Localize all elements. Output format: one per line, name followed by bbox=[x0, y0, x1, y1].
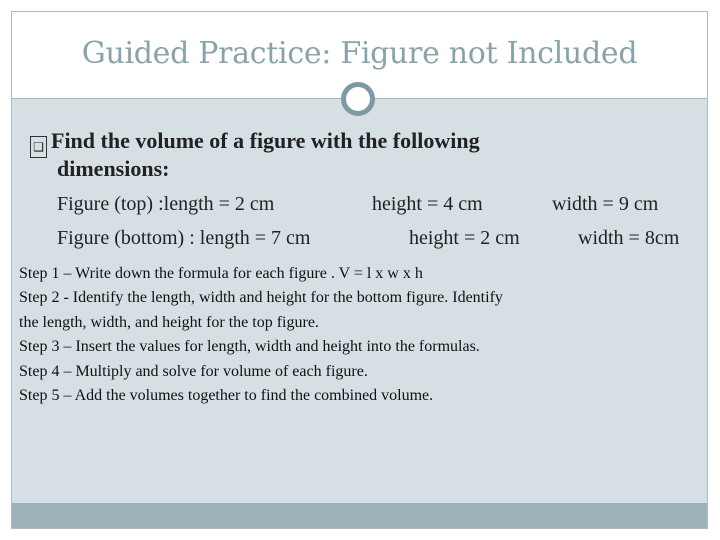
bullet-prompt bbox=[30, 128, 480, 158]
step-2-continued: the length, width, and height for the top figure. bbox=[19, 313, 319, 331]
top-height: height = 4 cm bbox=[372, 193, 483, 215]
bullet-prompt-continuation: dimensions: bbox=[57, 156, 170, 181]
divider-circle-ornament bbox=[341, 82, 375, 116]
slide-title: Guided Practice: Figure not Included bbox=[81, 36, 638, 71]
step-4: Step 4 – Multiply and solve for volume of each figure. bbox=[19, 362, 368, 380]
bullet-icon: ❑ bbox=[30, 136, 47, 158]
top-length: Figure (top) :length = 2 cm bbox=[57, 193, 275, 215]
step-3: Step 3 – Insert the values for length, width and height into the formulas. bbox=[19, 338, 480, 356]
top-width: width = 9 cm bbox=[552, 193, 659, 215]
steps-list bbox=[19, 262, 699, 408]
bottom-height: height = 2 cm bbox=[409, 227, 520, 249]
step-2: Step 2 - Identify the length, width and height for the bottom figure. Identify bbox=[19, 289, 503, 307]
bottom-bar bbox=[12, 503, 707, 528]
step-1: Step 1 – Write down the formula for each figure . V = l x w x h bbox=[19, 265, 423, 282]
bottom-width: width = 8cm bbox=[578, 227, 680, 249]
step-5: Step 5 – Add the volumes together to find the combined volume. bbox=[19, 387, 434, 405]
bullet-prompt-text: Find the volume of a figure with the following bbox=[51, 128, 480, 153]
bottom-length: Figure (bottom) : length = 7 cm bbox=[57, 227, 311, 249]
